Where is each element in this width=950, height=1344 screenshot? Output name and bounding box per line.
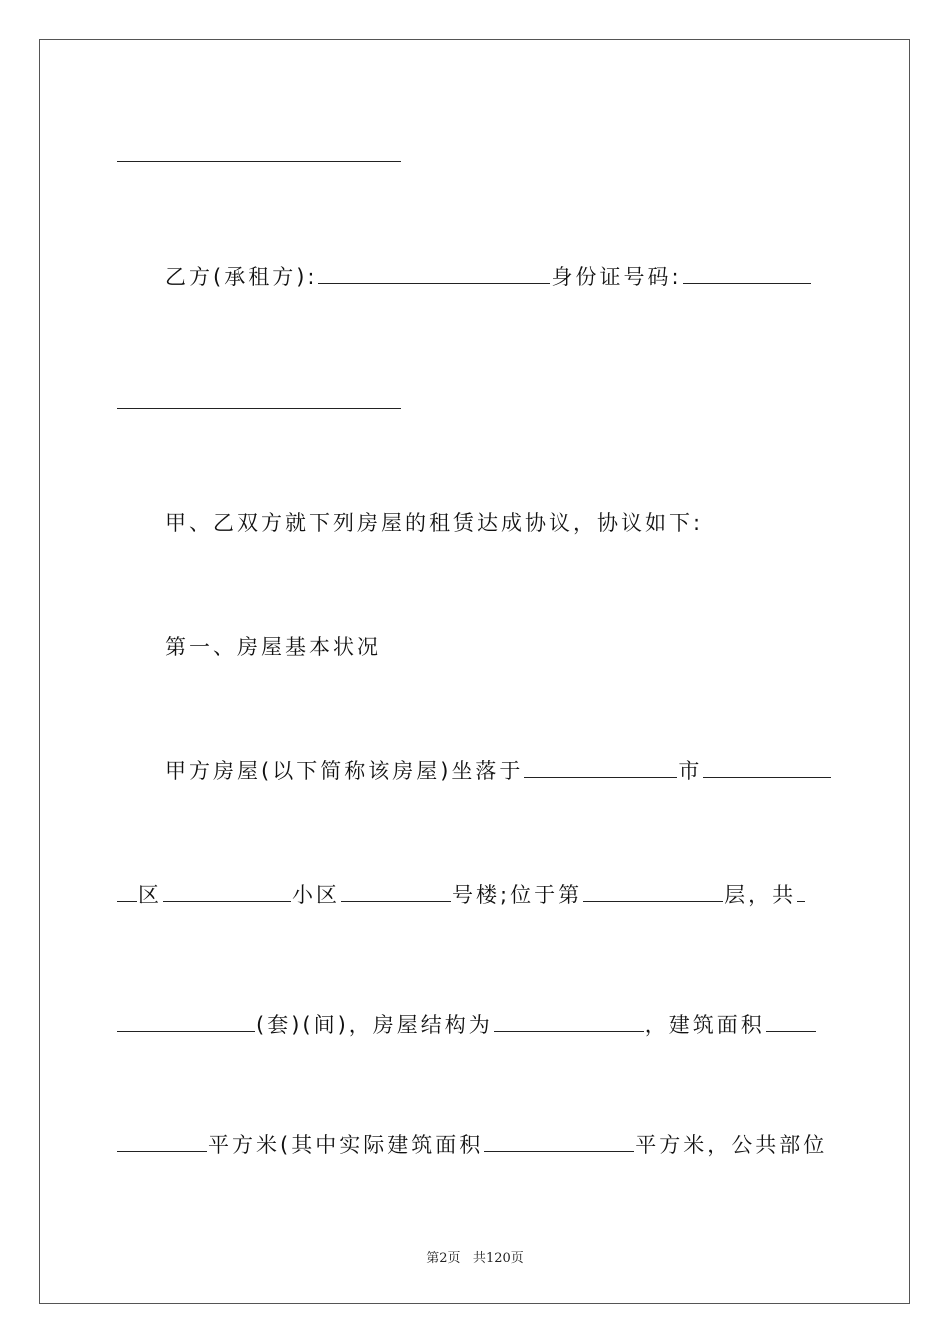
page-suffix: 页 (447, 1251, 461, 1266)
blank-line-2 (117, 387, 837, 417)
structure-label: (套)(间)，房屋结构为 (256, 1013, 493, 1037)
building-area-field[interactable] (766, 1011, 816, 1032)
actual-area-label: 平方米(其中实际建筑面积 (208, 1133, 484, 1157)
blank-field[interactable] (117, 141, 401, 162)
community-field[interactable] (341, 881, 451, 902)
party-b-line (165, 262, 837, 292)
structure-line (117, 1010, 837, 1040)
party-b-label: 乙方(承租方): (165, 265, 318, 289)
city-field[interactable] (703, 757, 831, 778)
blank-line-1 (117, 140, 837, 170)
section-heading (165, 632, 837, 662)
actual-area-field[interactable] (484, 1131, 634, 1152)
section-title: 第一、房屋基本状况 (165, 635, 381, 659)
address-line (117, 880, 837, 910)
total-suffix: 页 (510, 1251, 524, 1266)
location-line (165, 756, 837, 786)
agreement-paragraph (165, 508, 837, 538)
location-field[interactable] (524, 757, 677, 778)
party-b-name-field[interactable] (318, 263, 550, 284)
floor-field[interactable] (583, 881, 723, 902)
total-pages: 120 (485, 1251, 511, 1266)
location-label: 甲方房屋(以下简称该房屋)坐落于 (165, 759, 524, 783)
area-line (117, 1130, 837, 1160)
id-number-label: 身份证号码: (551, 265, 682, 289)
total-floor-field[interactable] (797, 881, 805, 902)
page-prefix: 第 (426, 1251, 440, 1266)
district-field[interactable] (163, 881, 291, 902)
page-frame (39, 39, 910, 1304)
district-label: 区 (138, 883, 162, 907)
building-area-label: ，建筑面积 (644, 1013, 765, 1037)
agreement-text: 甲、乙双方就下列房屋的租赁达成协议，协议如下: (165, 511, 704, 535)
building-floor-label: 号楼;位于第 (452, 883, 583, 907)
page-footer (0, 1247, 950, 1266)
total-prefix: 共 (472, 1251, 486, 1266)
district-prefix-field[interactable] (117, 881, 137, 902)
public-area-label: 平方米，公共部位 (635, 1133, 828, 1157)
city-label: 市 (678, 759, 703, 783)
page-number: 2 (439, 1251, 448, 1266)
unit-count-field[interactable] (117, 1011, 255, 1032)
community-label: 小区 (292, 883, 340, 907)
structure-field[interactable] (494, 1011, 644, 1032)
area-value-field[interactable] (117, 1131, 207, 1152)
total-floor-label: 层，共 (724, 883, 797, 907)
blank-field[interactable] (117, 388, 401, 409)
party-b-id-field[interactable] (683, 263, 811, 284)
footer-spacer (461, 1251, 473, 1266)
